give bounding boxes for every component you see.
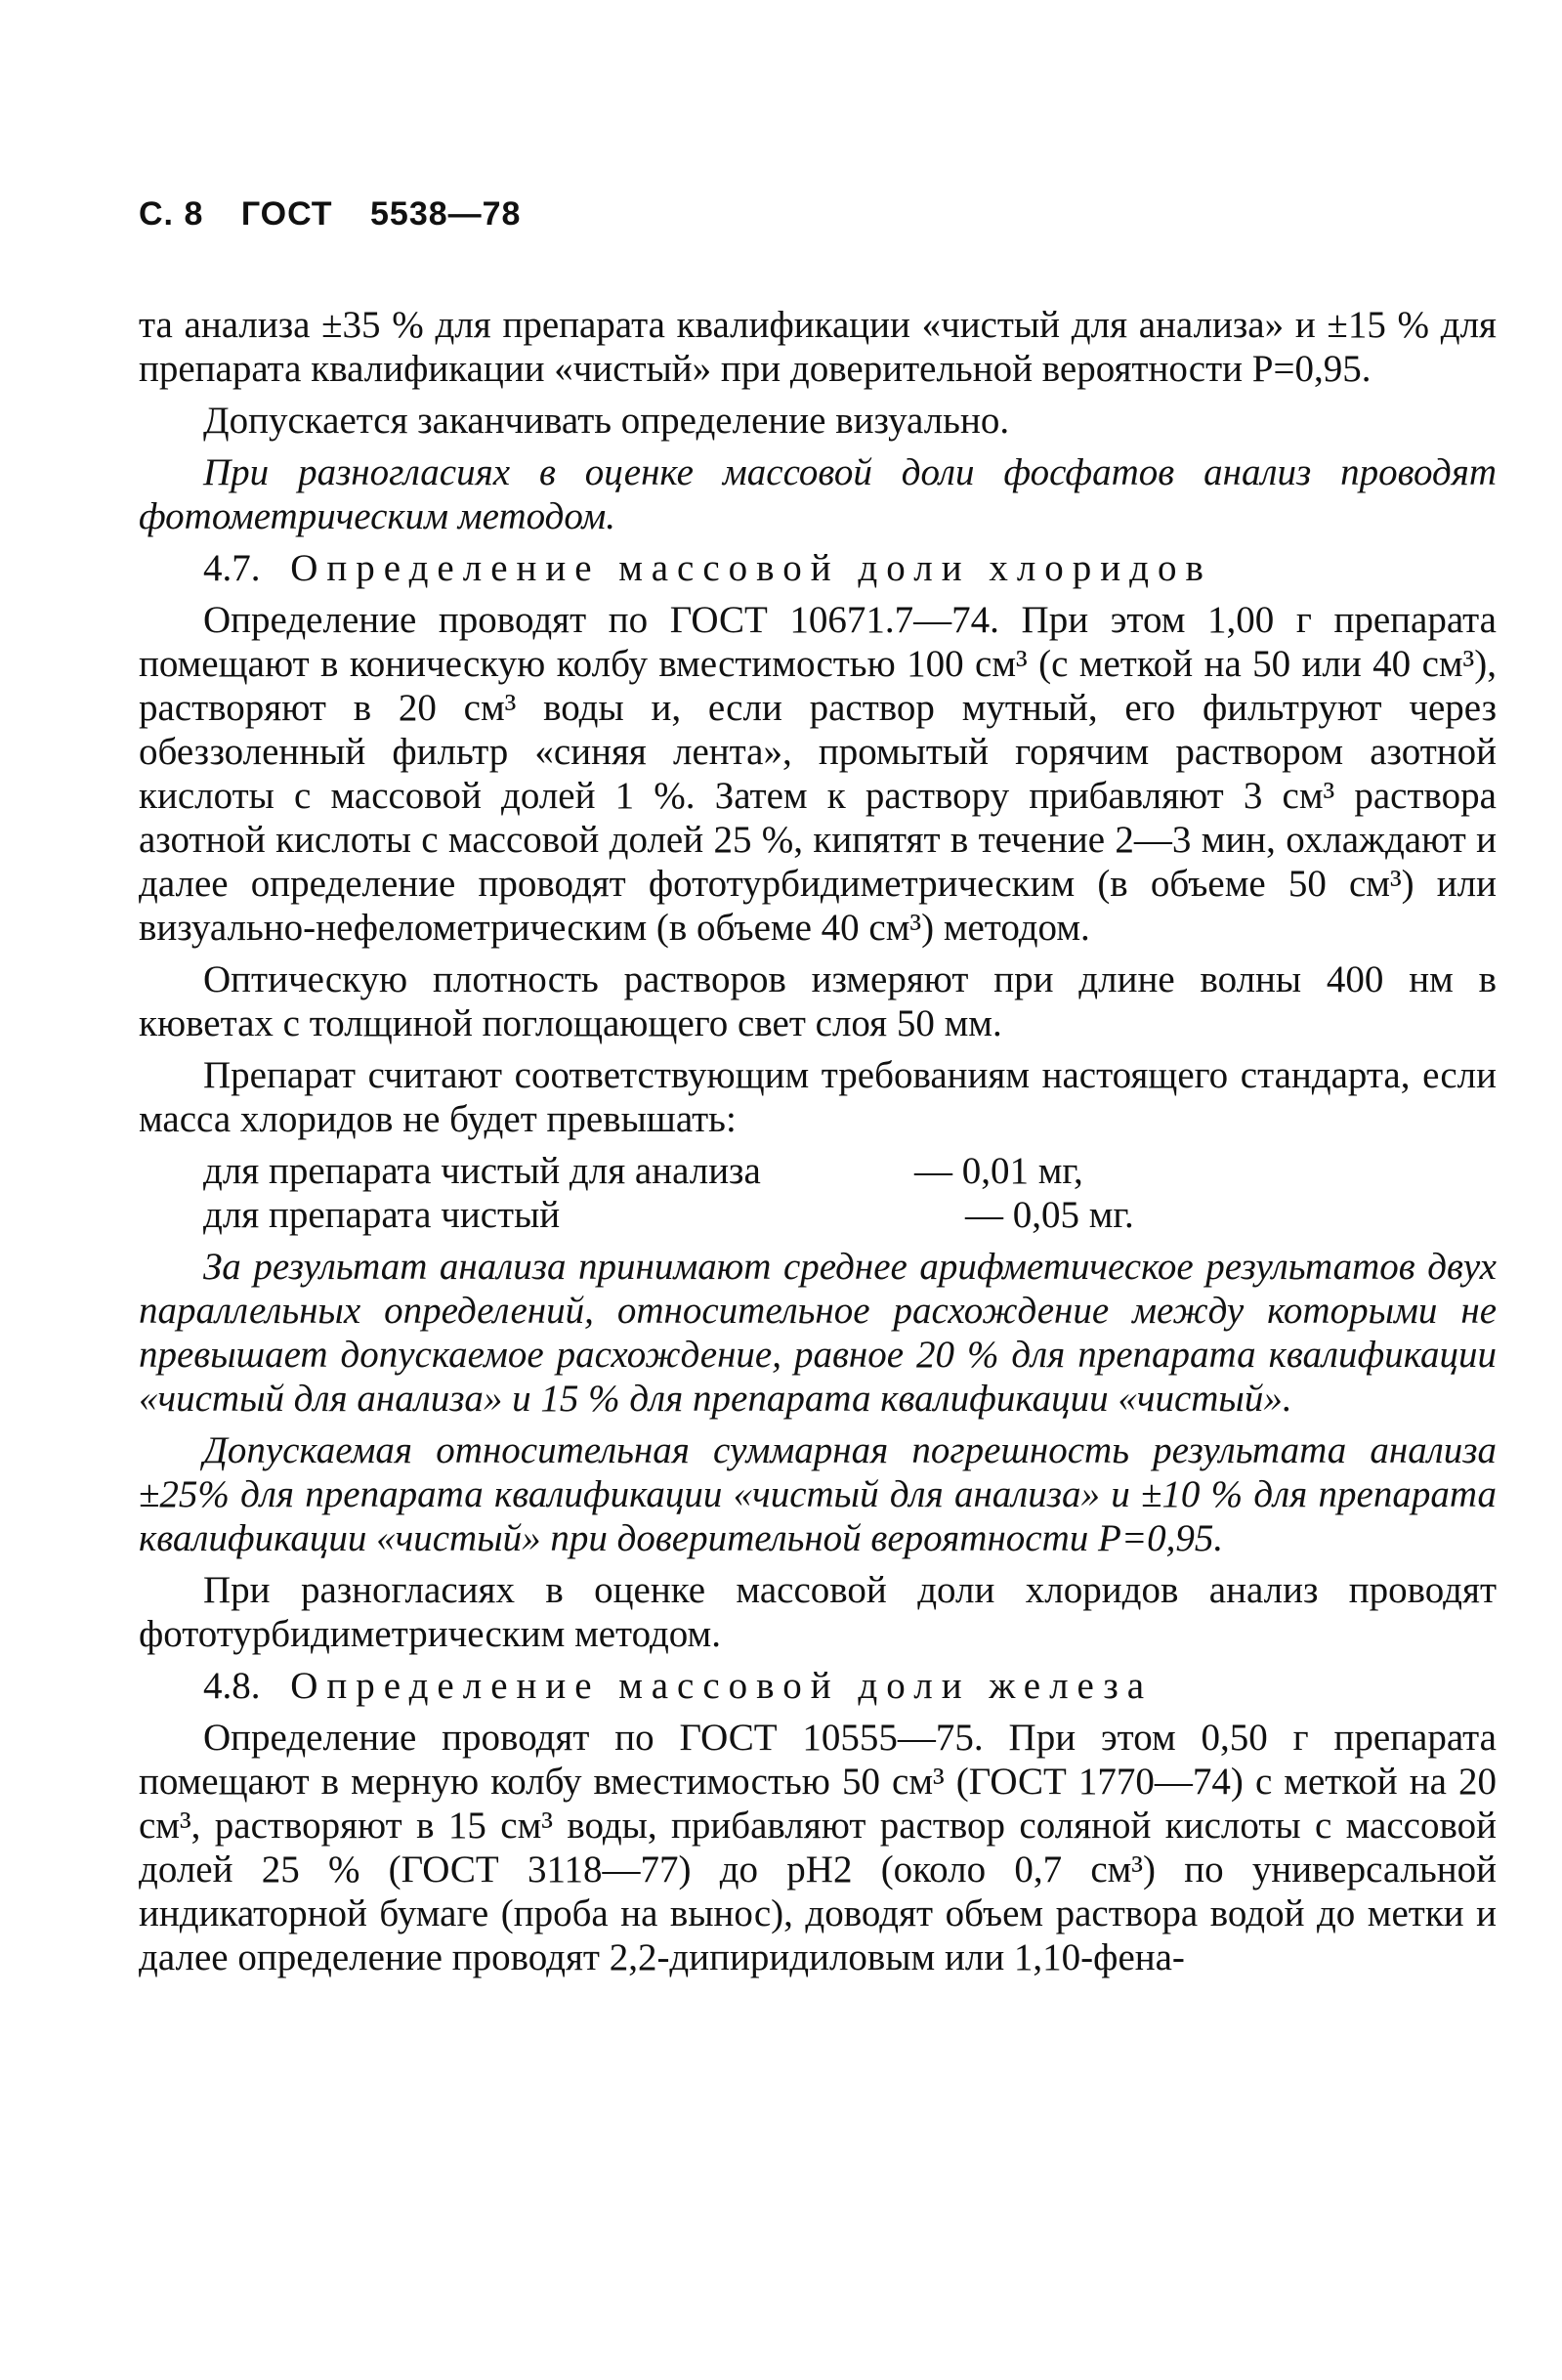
standard-label: ГОСТ xyxy=(240,195,333,233)
section-number: 4.7. xyxy=(203,547,261,589)
paragraph: Определение проводят по ГОСТ 10671.7—74. При этом 1,00 г препарата помещают в коническую колбу вместимостью 100 см³ (с меткой на 50 или 40 см³), растворяют в 20 см³ воды и, если раствор мутный, его фильтруют через обеззоленный фильтр «синяя лента», промытый горячим раствором азотной кислоты с массовой долей 1 %. Затем к раствору прибавляют 3 см³ раствора азотной кислоты с массовой долей 25 %, кипятят в течение 2—3 мин, охлаждают и далее определение проводят фототурбидиметрическим (в объеме 50 см³) или визуально-нефелометрическим (в объеме 40 см³) методом. xyxy=(139,599,1497,949)
paragraph: Допускается заканчивать определение визуально. xyxy=(203,400,1010,442)
paragraph: Допускаемая относительная суммарная погрешность результата анализа ±25% для препарата квалификации «чистый для анализа» и ±10 % для препарата квалификации «чистый» при доверительной вероятности P=0,95. xyxy=(139,1429,1497,1559)
paragraph-continuation: та анализа ±35 % для препарата квалификации «чистый для анализа» и ±15 % для препарата квалификации «чистый» при доверительной вероятности P=0,95. xyxy=(139,304,1497,390)
paragraph: Определение проводят по ГОСТ 10555—75. При этом 0,50 г препарата помещают в мерную колбу вместимостью 50 см³ (ГОСТ 1770—74) с меткой на 20 см³, растворяют в 15 см³ воды, прибавляют раствор соляной кислоты с массовой долей 25 % (ГОСТ 3118—77) до pH2 (около 0,7 см³) по универсальной индикаторной бумаге (проба на вынос), доводят объем раствора водой до метки и далее определение проводят 2,2-дипиридиловым или 1,10-фена- xyxy=(139,1717,1497,1978)
limit-row xyxy=(139,1149,1497,1193)
limit-label: для препарата чистый для анализа xyxy=(203,1150,761,1192)
paragraph: Препарат считают соответствующим требованиям настоящего стандарта, если масса хлоридов не будет превышать: xyxy=(139,1054,1497,1140)
section-title: Определение массовой доли хлоридов xyxy=(290,547,1212,589)
document-body xyxy=(139,303,1497,1979)
section-heading-4-7 xyxy=(139,546,1497,590)
limit-label: для препарата чистый xyxy=(203,1194,561,1236)
paragraph: При разногласиях в оценке массовой доли хлоридов анализ проводят фототурбидиметрическим методом. xyxy=(139,1569,1497,1655)
paragraph: За результат анализа принимают среднее арифметическое результатов двух параллельных определений, относительное расхождение между которыми не превышает допускаемое расхождение, равное 20 % для препарата квалификации «чистый для анализа» и 15 % для препарата квалификации «чистый». xyxy=(139,1246,1497,1420)
standard-number: 5538—78 xyxy=(370,195,522,233)
page-number: С. 8 xyxy=(139,195,204,233)
document-page xyxy=(139,195,1497,1987)
page-header xyxy=(139,195,1497,244)
limit-row xyxy=(139,1193,1497,1237)
paragraph: При разногласиях в оценке массовой доли фосфатов анализ проводят фотометрическим методом. xyxy=(139,451,1497,537)
limit-value: — 0,01 мг, xyxy=(914,1150,1083,1192)
section-heading-4-8 xyxy=(139,1664,1497,1708)
limit-value: — 0,05 мг. xyxy=(965,1194,1134,1236)
section-number: 4.8. xyxy=(203,1665,261,1707)
paragraph: Оптическую плотность растворов измеряют при длине волны 400 нм в кюветах с толщиной поглощающего свет слоя 50 мм. xyxy=(139,958,1497,1044)
section-title: Определение массовой доли железа xyxy=(290,1665,1154,1707)
